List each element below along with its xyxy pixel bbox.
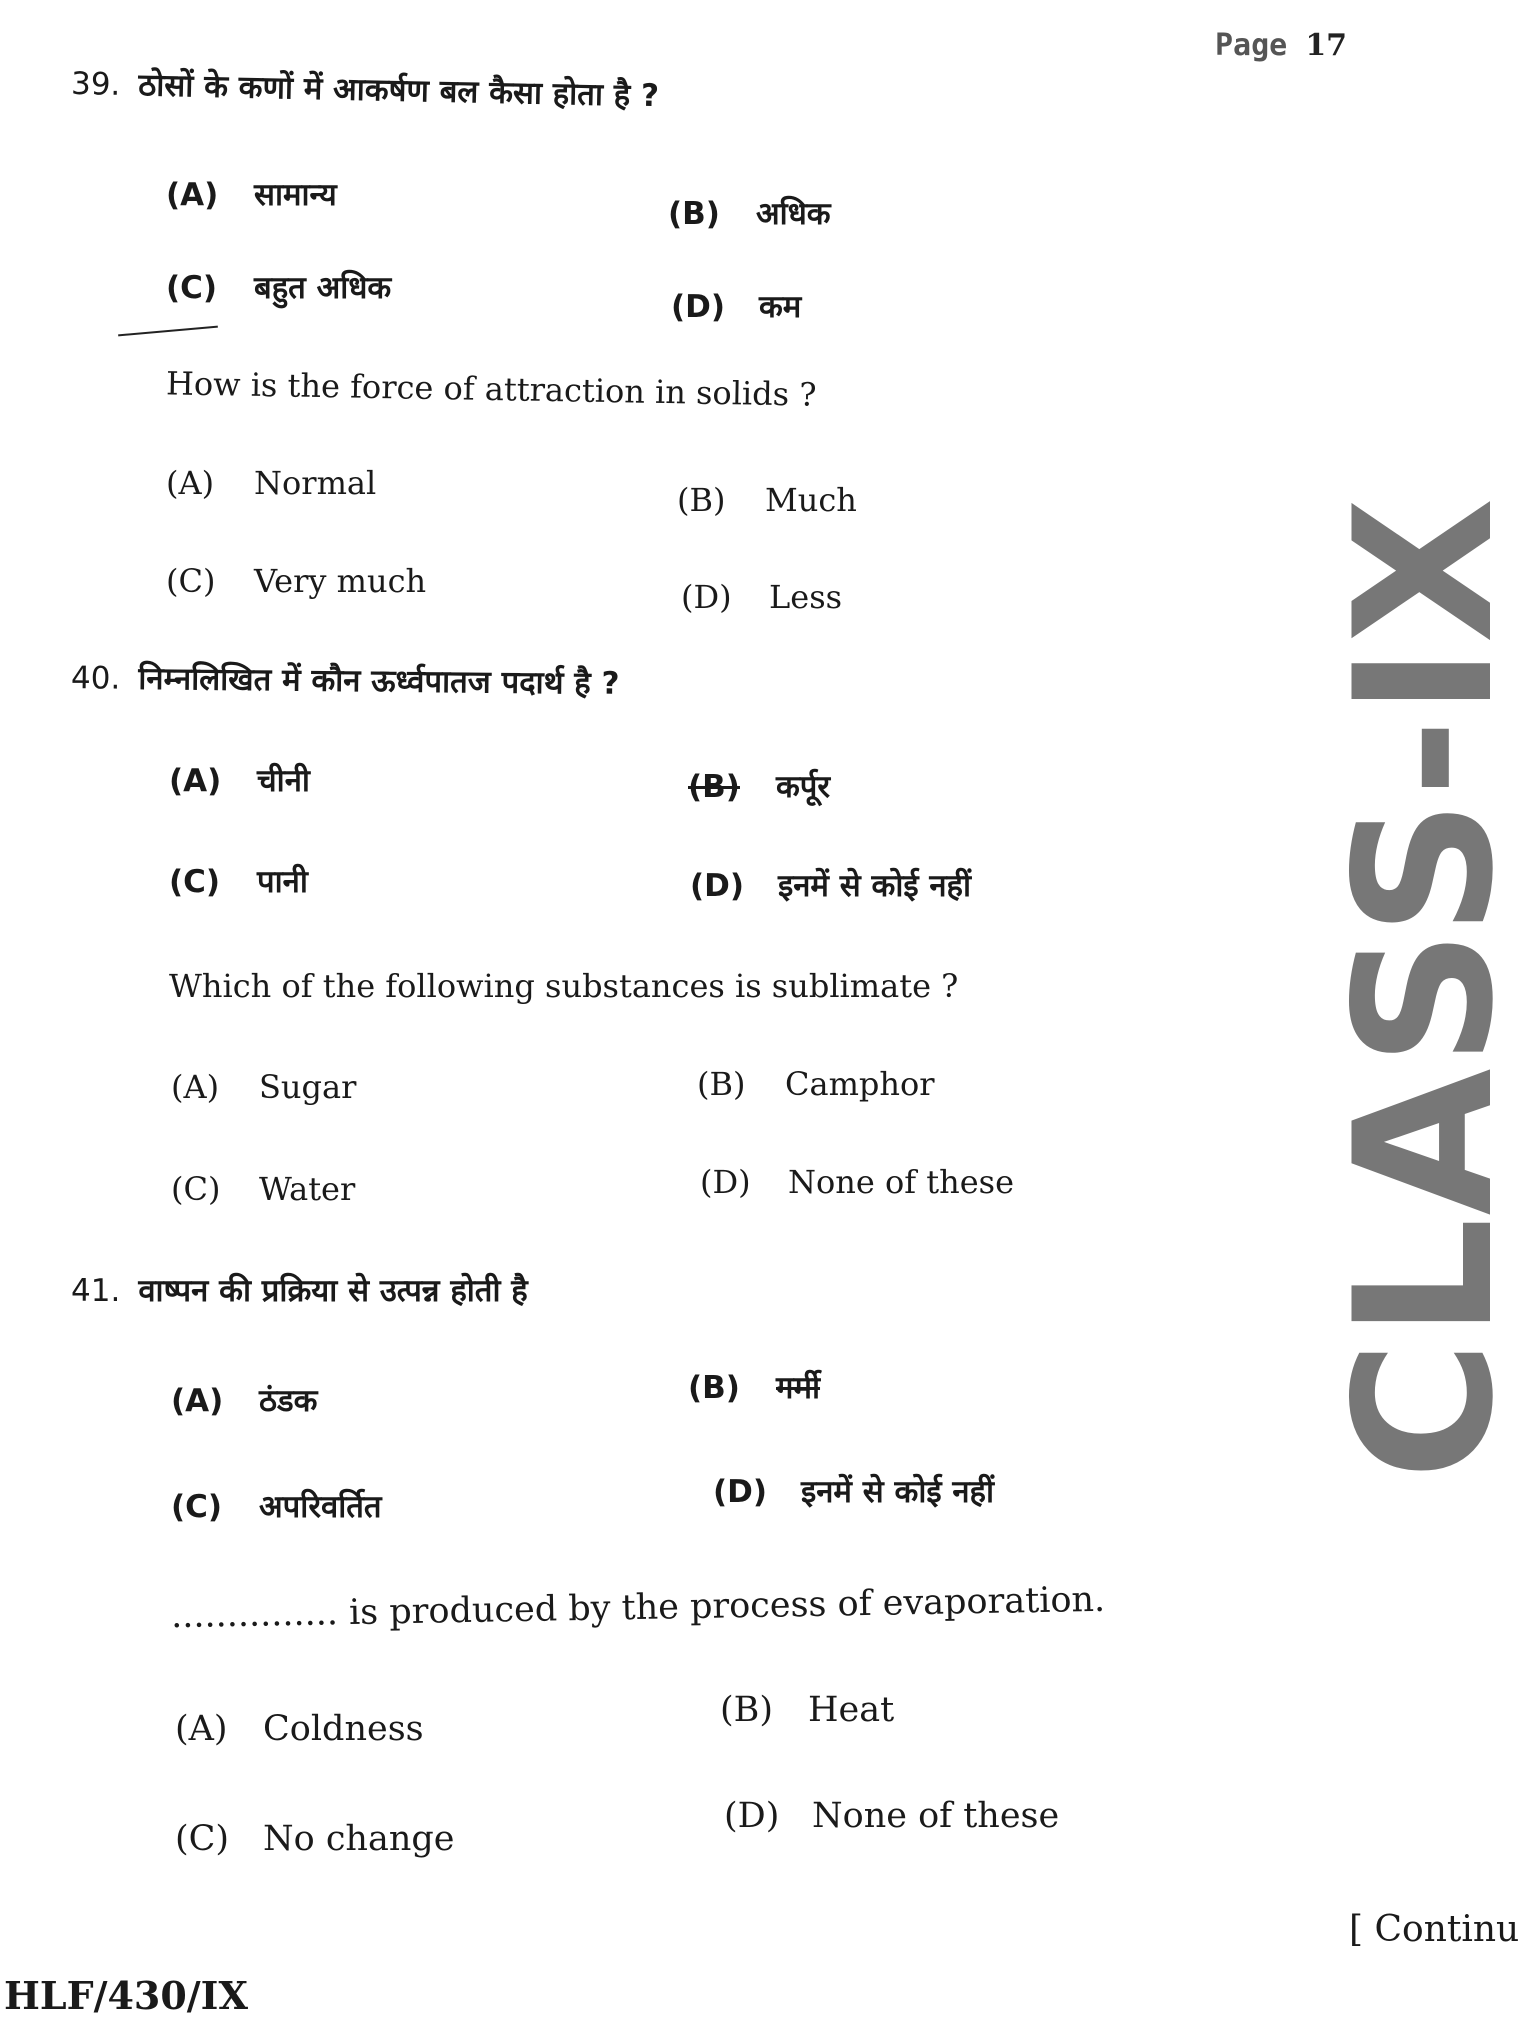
option-a — [169, 761, 310, 801]
option-d — [713, 1472, 994, 1512]
option-label: (B) — [720, 1690, 774, 1730]
question-text: ठोसों के कणों में आकर्षण बल कैसा होता है ? — [137, 67, 660, 115]
option-c — [166, 561, 426, 601]
option-label: (C) — [171, 1170, 221, 1208]
option-text: No change — [263, 1819, 455, 1859]
option-label: (D) — [671, 289, 726, 325]
option-text: Normal — [254, 464, 377, 502]
option-d — [690, 866, 971, 906]
class-banner: CLASS-IX — [1314, 495, 1535, 1480]
option-c — [171, 1487, 382, 1527]
page-number — [1215, 26, 1347, 66]
option-label: (C) — [169, 864, 221, 900]
option-label: (D) — [724, 1796, 780, 1836]
option-text: कर्पूर — [776, 769, 831, 805]
option-b — [668, 194, 831, 234]
option-text: Water — [259, 1170, 356, 1208]
option-text: Sugar — [259, 1068, 357, 1106]
option-label: (B) — [677, 481, 726, 519]
option-b — [697, 1064, 935, 1104]
option-label: (D) — [700, 1163, 751, 1201]
option-text: Much — [765, 481, 857, 519]
option-b — [720, 1690, 894, 1730]
question-41-english: ............... is produced by the process of evaporation. — [170, 1579, 1106, 1637]
option-c — [169, 862, 308, 902]
question-number: 41. — [71, 1273, 121, 1309]
option-label: (B) — [688, 769, 740, 805]
option-label: (B) — [697, 1065, 746, 1103]
option-text: बहुत अधिक — [254, 270, 392, 306]
option-a — [175, 1709, 424, 1749]
option-text: ठंडक — [259, 1383, 318, 1419]
question-text: वाष्पन की प्रक्रिया से उत्पन्न होती है — [138, 1273, 528, 1309]
option-text: इनमें से कोई नहीं — [801, 1474, 995, 1510]
option-c — [166, 268, 391, 308]
option-text: Coldness — [263, 1709, 424, 1749]
question-41-hindi — [71, 1271, 528, 1311]
option-d — [724, 1796, 1059, 1836]
option-label: (C) — [166, 270, 218, 306]
option-d — [681, 577, 842, 617]
question-39-hindi — [71, 64, 660, 116]
option-c — [175, 1819, 455, 1859]
option-label: (A) — [171, 1383, 224, 1419]
option-text: पानी — [257, 864, 308, 900]
option-c — [171, 1169, 355, 1209]
option-label: (C) — [175, 1819, 230, 1859]
option-text: None of these — [812, 1796, 1060, 1836]
question-text: निम्नलिखित में कौन ऊर्ध्वपातज पदार्थ है ? — [138, 660, 620, 702]
option-d — [671, 287, 801, 327]
option-label: (A) — [169, 763, 222, 799]
pen-mark — [118, 326, 218, 337]
question-40-english: Which of the following substances is sublimate ? — [169, 967, 959, 1005]
option-a — [166, 463, 376, 503]
option-b — [688, 767, 830, 807]
option-text: चीनी — [257, 763, 310, 799]
option-a — [166, 175, 337, 215]
option-text: Camphor — [785, 1065, 935, 1103]
option-label: (A) — [166, 464, 215, 502]
option-text: अधिक — [756, 196, 831, 232]
page-label: Page — [1215, 28, 1288, 63]
question-39-english: How is the force of attraction in solids ? — [165, 364, 817, 414]
option-label: (C) — [171, 1489, 223, 1525]
option-a — [171, 1067, 356, 1107]
option-text: सामान्य — [254, 177, 337, 213]
option-text: गर्मी — [776, 1370, 821, 1406]
option-label: (A) — [171, 1068, 220, 1106]
option-text: Heat — [808, 1690, 895, 1730]
option-text: अपरिवर्तित — [259, 1489, 382, 1525]
option-label: (D) — [690, 868, 745, 904]
option-text: Very much — [254, 562, 427, 600]
question-number: 39. — [70, 65, 121, 103]
option-text: None of these — [788, 1163, 1015, 1201]
question-40-hindi — [71, 658, 620, 704]
option-a — [171, 1381, 317, 1421]
option-label: (C) — [166, 562, 216, 600]
option-b — [688, 1368, 820, 1408]
option-label: (D) — [713, 1474, 768, 1510]
paper-code: HLF/430/IX — [4, 1973, 248, 2018]
page-num: 17 — [1305, 28, 1348, 63]
option-label: (A) — [175, 1709, 228, 1749]
option-label: (A) — [166, 177, 219, 213]
option-label: (D) — [681, 578, 732, 616]
option-b — [677, 480, 857, 520]
option-text: Less — [769, 578, 843, 616]
option-text: कम — [759, 289, 802, 325]
question-number: 40. — [70, 660, 121, 697]
option-text: इनमें से कोई नहीं — [778, 868, 972, 904]
continued-note: [ Continu — [1349, 1909, 1520, 1950]
option-d — [700, 1162, 1014, 1202]
option-label: (B) — [668, 196, 720, 232]
option-label: (B) — [688, 1370, 740, 1406]
